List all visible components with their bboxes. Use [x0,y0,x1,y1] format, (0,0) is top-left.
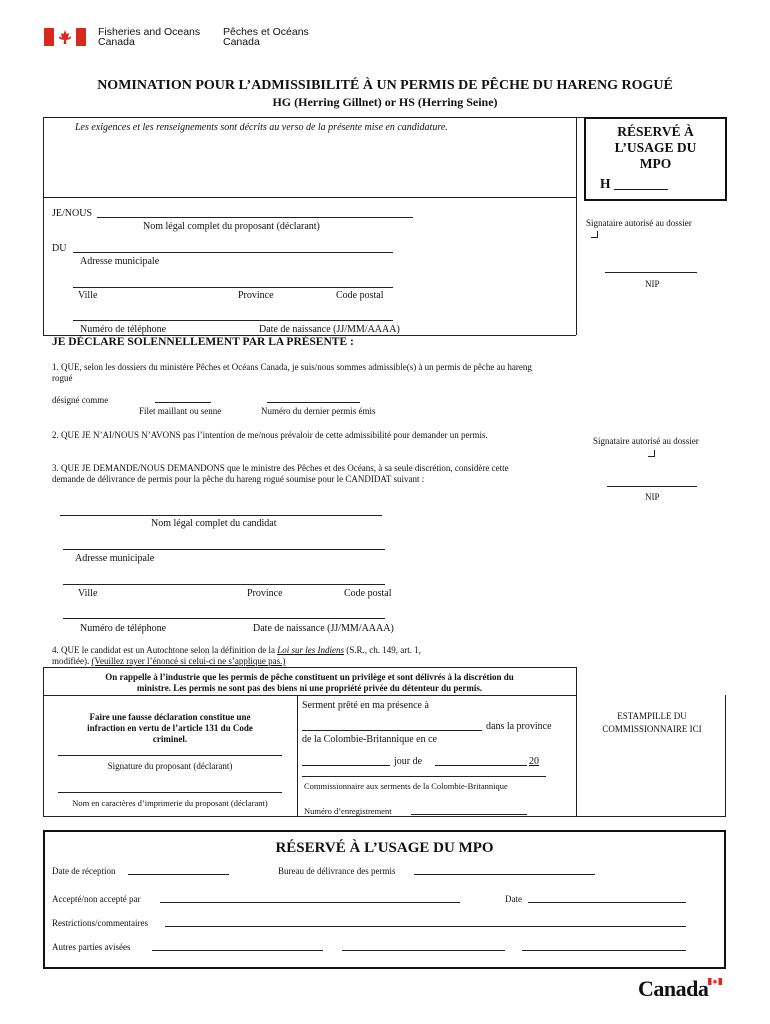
oath-label: Serment prêté en ma présence à [302,700,429,711]
colombie-label: de la Colombie-Britannique en ce [302,734,437,745]
registration-field[interactable] [411,814,527,815]
signataire-label-2: Signataire autorisé au dossier [593,436,699,446]
last-licence-caption: Numéro du dernier permis émis [261,406,376,416]
item-4-strike-note: (Veuillez rayer l’énoncé si celui-ci ne s’applique pas.) [91,656,286,666]
declarant-city-field[interactable] [73,287,393,288]
gear-type-field[interactable] [155,402,211,403]
date-label: Date [505,894,522,904]
signataire-label-1: Signataire autorisé au dossier [586,218,692,228]
reception-date-field[interactable] [128,874,229,875]
commissioner-caption: Commissionnaire aux serments de la Colombie-Britannique [304,781,508,791]
form-subtitle: HG (Herring Gillnet) or HS (Herring Seine) [272,95,498,109]
candidate-dob-caption: Date de naissance (JJ/MM/AAAA) [253,623,394,634]
restrictions-label: Restrictions/commentaires [52,918,148,928]
bureau-field[interactable] [414,874,595,875]
day-field[interactable] [302,765,390,766]
dept-name-fr-2: Canada [223,36,260,48]
declarant-city-caption: Ville [78,290,98,301]
filet-caption: Filet maillant ou senne [139,406,222,416]
notice-line-2: ministre. Les permis ne sont pas des biens ni une propriété privée du détenteur du permis. [136,683,483,693]
month-field[interactable] [435,765,527,766]
candidate-name-caption: Nom légal complet du candidat [151,518,277,529]
canada-wordmark [638,976,728,1000]
declarant-dob-caption: Date de naissance (JJ/MM/AAAA) [259,324,400,335]
left-border [43,117,44,335]
warning-right-border [297,695,298,817]
nip-label-2: NIP [645,492,660,502]
declarant-phone-field[interactable] [73,320,393,321]
declarant-province-caption: Province [238,290,274,301]
dans-province-label: dans la province [486,721,552,732]
reserve-title-3: MPO [639,156,672,171]
notice-top-border [43,667,576,668]
warning-line-1: Faire une fausse déclaration constitue une [89,712,251,722]
last-licence-field[interactable] [267,402,360,403]
warning-line-2: infraction en vertu de l’article 131 du Code [87,723,253,733]
item-4-line-2 [52,656,285,666]
nip-field-2[interactable] [607,486,697,487]
declarant-address-caption: Adresse municipale [80,256,160,267]
declarant-address-field[interactable] [73,252,393,253]
declarant-postal-caption: Code postal [336,290,384,301]
inner-right-border [576,117,577,335]
candidate-name-field[interactable] [60,515,382,516]
top-border [43,117,584,118]
je-nous-label: JE/NOUS [52,208,93,219]
other-party-field-2[interactable] [342,950,505,951]
candidate-city-caption: Ville [78,588,98,599]
restrictions-field[interactable] [165,926,686,927]
indian-act-link: Loi sur les Indiens [277,645,344,655]
stamp-line-1: ESTAMPILLE DU [617,711,687,721]
candidate-phone-field[interactable] [63,618,385,619]
accepted-field[interactable] [160,902,460,903]
candidate-postal-caption: Code postal [344,588,392,599]
government-signature [44,27,344,49]
candidate-address-field[interactable] [63,549,385,550]
signature-caption: Signature du proposant (déclarant) [107,761,233,771]
wordmark-flag-icon [708,978,722,985]
accepted-label: Accepté/non accepté par [52,894,141,904]
candidate-phone-caption: Numéro de téléphone [80,623,167,634]
nip-field-1[interactable] [605,272,697,273]
notice-bottom-border [43,695,576,696]
declaration-heading: JE DÉCLARE SOLENNELLEMENT PAR LA PRÉSENTE : [52,336,354,348]
item-4-line-1 [52,645,421,655]
h-number-label: H ________ [600,176,668,191]
sign-field-1[interactable] [591,231,598,238]
item-4-modifiee: modifiée). [52,656,92,666]
dept-name-fr-1: Pêches et Océans [223,26,309,38]
oath-place-field[interactable] [302,730,482,731]
intro-text: Les exigences et les renseignements sont décrits au verso de la présente mise en candidature. [75,122,448,133]
form-title: NOMINATION POUR L’ADMISSIBILITÉ À UN PERMIS DE PÊCHE DU HARENG ROGUÉ [97,78,673,93]
candidate-city-field[interactable] [63,584,385,585]
mpo-use-title: RÉSERVÉ À L’USAGE DU MPO [275,840,494,856]
sign-field-2[interactable] [648,450,655,457]
intro-divider [43,197,576,198]
dept-name-en-2: Canada [98,36,135,48]
declarant-name-caption: Nom légal complet du proposant (déclarant) [143,221,320,232]
reserve-title-1: RÉSERVÉ À [617,124,694,139]
notice-right-border [576,667,577,817]
item-3-text: 3. QUE JE DEMANDE/NOUS DEMANDONS que le ministre des Pêches et des Océans, à sa seule discrétion, considère cette demande de délivrance de permis pour la pêche du hareng rogué soumise pour le CANDIDAT suivant : [52,463,509,484]
designe-label: désigné comme [52,395,109,405]
declarant-phone-caption: Numéro de téléphone [80,324,167,335]
bottom-border [43,816,726,817]
dept-name-en-1: Fisheries and Oceans [98,26,201,38]
other-parties-label: Autres parties avisées [52,942,131,952]
stamp-line-2: COMMISSIONNAIRE ICI [602,724,702,734]
item-4-prefix: 4. QUE le candidat est un Autochtone selon la définition de la [52,645,278,655]
signature-field[interactable] [58,755,282,756]
other-party-field-1[interactable] [152,950,323,951]
jour-de-label: jour de [394,756,423,767]
reception-date-label: Date de réception [52,866,116,876]
du-label: DU [52,243,67,254]
nip-label-1: NIP [645,279,660,289]
wordmark-text: Canada [638,976,709,1001]
commissioner-signature-field[interactable] [302,776,546,777]
item-1-text: 1. QUE, selon les dossiers du ministère Pêches et Océans Canada, je suis/nous sommes admissible(s) à un permis de pêche au hareng rogué [52,362,532,383]
other-party-field-3[interactable] [522,950,686,951]
registration-label: Numéro d’enregistrement [304,806,392,816]
item-4-suffix: (S.R., ch. 149, art. 1, [343,645,421,655]
printed-name-field[interactable] [58,792,282,793]
reserve-title-2: L’USAGE DU [614,140,697,155]
printed-name-caption: Nom en caractères d’imprimerie du proposant (déclarant) [72,798,268,808]
item-2-text: 2. QUE JE N’AI/NOUS N’AVONS pas l’intention de me/nous prévaloir de cette admissibilité pour demander un permis. [52,430,488,440]
notice-line-1: On rappelle à l’industrie que les permis de pêche constituent un privilège et sont délivrés à la discrétion du [105,672,514,682]
year-prefix: 20 [529,756,539,767]
declarant-name-field[interactable] [97,217,413,218]
warning-line-3: criminel. [152,734,188,744]
candidate-province-caption: Province [247,588,283,599]
canada-flag-icon [44,28,86,46]
candidate-address-caption: Adresse municipale [75,553,155,564]
bureau-label: Bureau de délivrance des permis [278,866,396,876]
date-field[interactable] [528,902,686,903]
